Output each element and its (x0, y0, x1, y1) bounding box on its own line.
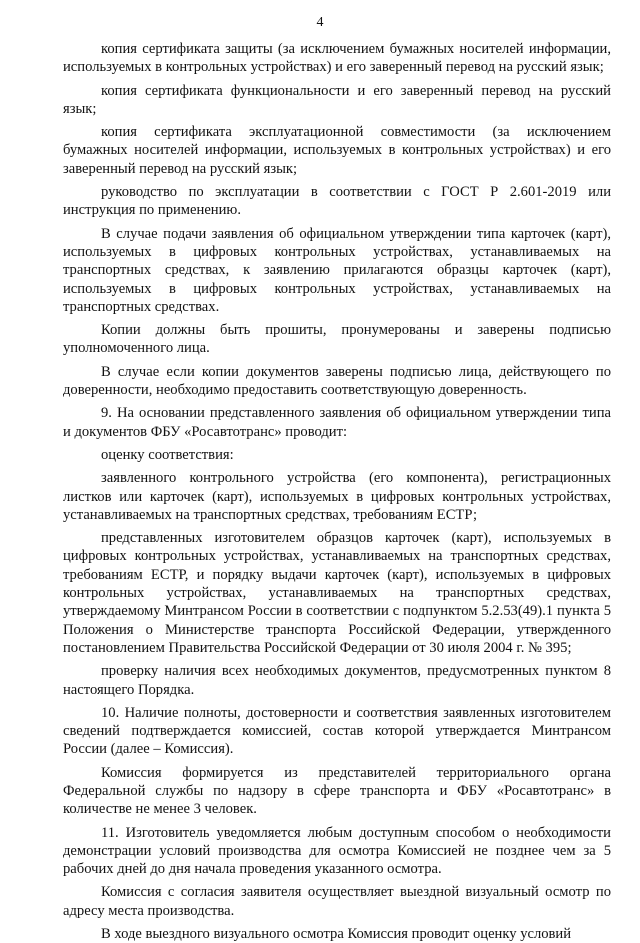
paragraph-inspection-assessment: В ходе выездного визуального осмотра Комиссия проводит оценку условий (101, 926, 572, 943)
paragraph-conformity-assessment: оценку соответствия: (101, 446, 234, 463)
paragraph-item-11: 11. Изготовитель уведомляется любым доступным способом о необходимости демонстрации условий производства для осмотра Комиссией не позднее чем за 5 рабочих дней до дня начала проведения указанного осмотра. (63, 824, 611, 878)
paragraph-user-manual: руководство по эксплуатации в соответствии с ГОСТ Р 2.601-2019 или инструкция по применению. (63, 184, 611, 219)
paragraph-commission-composition: Комиссия формируется из представителей территориального органа Федеральной службы по надзору в сфере транспорта и ФБУ «Росавтотранс» в количестве не менее 3 человек. (63, 764, 611, 818)
document-body (63, 40, 611, 943)
paragraph-documents-check: проверку наличия всех необходимых документов, предусмотренных пунктом 8 настоящего Порядка. (63, 663, 611, 698)
paragraph-card-samples: В случае подачи заявления об официальном утверждении типа карточек (карт), используемых в цифровых контрольных устройствах, устанавливаемых на транспортных средствах, к заявлению прилагаются образцы карточек (карт), используемых в цифровых контрольных устройствах, устанавливаемых на транспортных средствах. (63, 225, 611, 315)
paragraph-card-samples-assessment: представленных изготовителем образцов карточек (карт), используемых в цифровых контрольных устройствах, устанавливаемых на транспортных средствах, требованиям ЕСТР, и порядку выдачи карточек (карт), используемых в цифровых контрольных устройствах, устанавливаемых на транспортных средствах, утверждаемому Минтрансом России в соответствии с подпунктом 5.2.53(49).1 пункта 5 Положения о Министерстве транспорта Российской Федерации, утвержденного постановлением Правительства Российской Федерации от 30 июля 2004 г. № 395; (63, 530, 611, 656)
page-number: 4 (316, 15, 324, 30)
paragraph-compatibility-certificate: копия сертификата эксплуатационной совместимости (за исключением бумажных носителей информации, используемых в контрольных устройствах) и его заверенный перевод на русский язык; (63, 124, 611, 177)
paragraph-functionality-certificate: копия сертификата функциональности и его заверенный перевод на русский язык; (63, 82, 611, 117)
paragraph-item-10: 10. Наличие полноты, достоверности и соответствия заявленных изготовителем сведений подтверждается комиссией, состав которой утверждается Минтрансом России (далее – Комиссия). (63, 704, 611, 758)
paragraph-declared-device: заявленного контрольного устройства (его компонента), регистрационных листков или карточек (карт), используемых в цифровых контрольных устройствах, устанавливаемых на транспортных средствах, требованиям ЕСТР; (63, 470, 611, 523)
paragraph-copies-certified: Копии должны быть прошиты, пронумерованы и заверены подписью уполномоченного лица. (63, 322, 611, 357)
paragraph-onsite-inspection: Комиссия с согласия заявителя осуществляет выездной визуальный осмотр по адресу места производства. (63, 884, 611, 919)
paragraph-item-9: 9. На основании представленного заявления об официальном утверждении типа и документов ФБУ «Росавтотранс» проводит: (63, 405, 611, 440)
paragraph-security-certificate: копия сертификата защиты (за исключением бумажных носителей информации, используемых в контрольных устройствах) и его заверенный перевод на русский язык; (63, 41, 611, 76)
paragraph-power-of-attorney: В случае если копии документов заверены подписью лица, действующего по доверенности, необходимо предоставить соответствующую доверенность. (63, 363, 611, 399)
